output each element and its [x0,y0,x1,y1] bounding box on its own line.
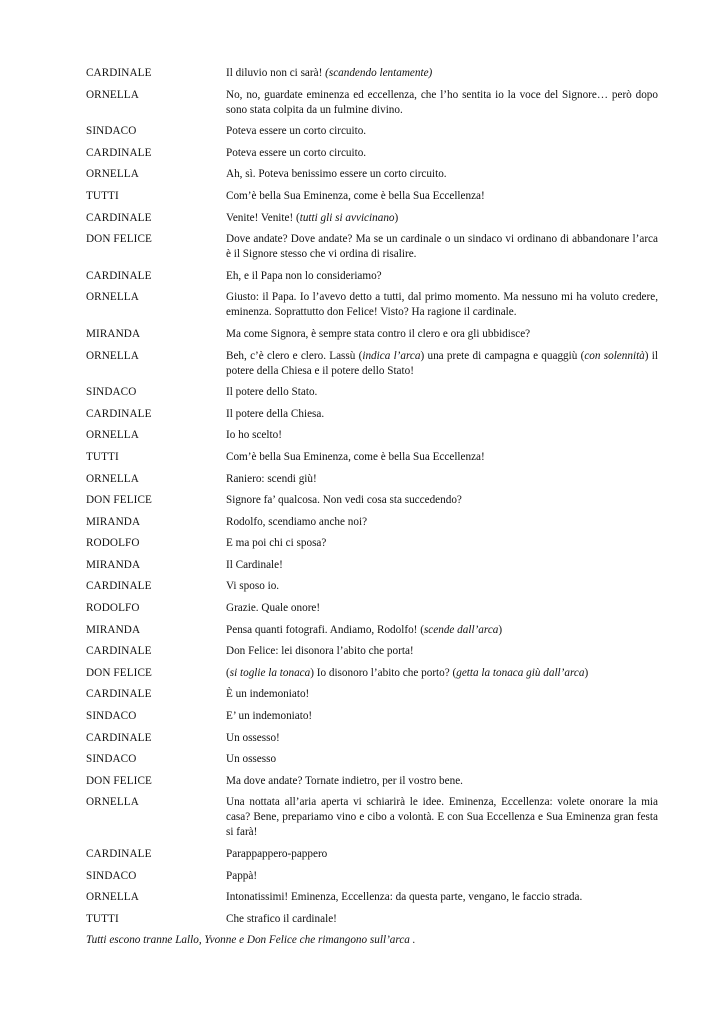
stage-direction: getta la tonaca giù dall’arca [456,666,585,679]
dialogue-row [86,349,658,379]
dialogue-row [86,579,658,594]
speaker-name: MIRANDA [86,327,141,340]
speaker-name: ORNELLA [86,168,139,181]
dialogue-line [226,709,658,724]
dialogue-row [86,472,658,487]
dialogue-line [226,795,658,840]
dialogue-text: Rodolfo, scendiamo anche noi? [226,515,368,528]
dialogue-text: Don Felice: lei disonora l’abito che porta! [226,645,414,658]
dialogue-text: Vi sposo io. [226,580,280,593]
dialogue-text: Un ossesso [226,753,277,766]
stage-direction: si toglie la tonaca [229,666,311,679]
stage-direction: con solennità [584,349,645,362]
dialogue-line [226,890,658,905]
dialogue-line [226,869,658,884]
dialogue-line [226,731,658,746]
dialogue-text: Parappappero-pappero [226,848,328,860]
dialogue-line [226,687,658,702]
dialogue-row [86,601,658,616]
dialogue-row [86,211,658,226]
stage-direction: indica l’arca [362,349,421,362]
dialogue-line [226,666,658,681]
dialogue-text: ) il potere della Chiesa e il potere dello Stato! [226,349,658,377]
dialogue-line [226,269,658,284]
dialogue-row [86,774,658,789]
dialogue-line [226,327,658,342]
dialogue-text: È un indemoniato! [226,688,310,701]
dialogue-line [226,536,658,551]
dialogue-text: Com’è bella Sua Eminenza, come è bella Sua Eccellenza! [226,450,485,463]
dialogue-row [86,428,658,443]
dialogue-line [226,189,658,204]
dialogue-row [86,869,658,884]
dialogue-text: Poteva essere un corto circuito. [226,125,367,138]
dialogue-text: Beh, c’è clero e clero. Lassù ( [226,349,363,362]
script-page [86,66,658,948]
speaker-name: TUTTI [86,189,119,202]
speaker-name: CARDINALE [86,645,152,658]
speaker-name: DON FELICE [86,233,152,246]
dialogue-text: Il potere dello Stato. [226,386,318,399]
dialogue-text: Una nottata all’aria aperta vi schiarirà le idee. Eminenza, Eccellenza: volete onorare la mia casa? Bene, prepariamo vino e cibo a volontà. E con Sua Eccellenza e Sua Eminenza gran festa si farà! [226,796,658,839]
speaker-name: TUTTI [86,450,119,463]
dialogue-text: Signore fa’ qualcosa. Non vedi cosa sta succedendo? [226,494,462,507]
dialogue-line [226,623,658,638]
dialogue-text: Ma come Signora, è sempre stata contro il clero e ora gli ubbidisce? [226,327,531,340]
dialogue-row [86,709,658,724]
speaker-name: SINDACO [86,710,137,723]
dialogue-text: Intonatissimi! Eminenza, Eccellenza: da questa parte, vengano, le faccio strada. [226,891,583,904]
dialogue-line [226,774,658,789]
dialogue-line [226,290,658,320]
dialogue-line [226,167,658,182]
dialogue-line [226,407,658,422]
dialogue-row [86,536,658,551]
dialogue-text: Pensa quanti fotografi. Andiamo, Rodolfo! ( [226,623,424,636]
dialogue-line [226,124,658,139]
dialogue-row [86,290,658,320]
dialogue-line [226,211,658,226]
dialogue-line [226,146,658,161]
speaker-name: MIRANDA [86,558,141,571]
dialogue-row [86,232,658,262]
dialogue-text: Il Cardinale! [226,558,283,571]
dialogue-text: ) Io disonoro l’abito che porto? ( [310,666,457,679]
dialogue-row [86,88,658,118]
speaker-name: MIRANDA [86,515,141,528]
dialogue-row [86,558,658,573]
dialogue-line [226,644,658,659]
speaker-name: MIRANDA [86,623,141,636]
dialogue-line [226,601,658,616]
dialogue-text: ) [498,623,503,636]
dialogue-line [226,558,658,573]
dialogue-line [226,450,658,465]
dialogue-row [86,450,658,465]
dialogue-row [86,146,658,161]
dialogue-text: Raniero: scendi giù! [226,472,317,485]
speaker-name: RODOLFO [86,537,140,550]
dialogue-row [86,327,658,342]
dialogue-row [86,623,658,638]
closing-stage-direction: Tutti escono tranne Lallo, Yvonne e Don Felice che rimangono sull’arca . [86,934,416,947]
dialogue-line [226,912,658,927]
dialogue-row [86,890,658,905]
dialogue-text: ) una prete di campagna e quaggiù ( [420,349,585,362]
dialogue-text: E ma poi chi ci sposa? [226,537,327,550]
dialogue-text: Io ho scelto! [226,429,282,442]
speaker-name: DON FELICE [86,666,152,679]
dialogue-text: Ah, sì. Poteva benissimo essere un corto circuito. [226,168,447,181]
dialogue-row [86,731,658,746]
speaker-name: SINDACO [86,386,137,399]
dialogue-text: Giusto: il Papa. Io l’avevo detto a tutti, dal primo momento. Ma nessuno mi ha voluto credere, eminenza. Soprattutto don Felice! Visto? Ha ragione il cardinale. [226,291,658,319]
speaker-name: TUTTI [86,912,119,925]
speaker-name: CARDINALE [86,407,152,420]
dialogue-text: ) [394,211,399,224]
dialogue-text: Dove andate? Dove andate? Ma se un cardinale o un sindaco vi ordinano di abbandonare l’arca è il Signore stesso che vi ordina di risalire. [226,233,658,261]
dialogue-text: Il potere della Chiesa. [226,407,325,420]
dialogue-row [86,515,658,530]
speaker-name: CARDINALE [86,211,152,224]
dialogue-row [86,124,658,139]
dialogue-line [226,493,658,508]
dialogue-line [226,515,658,530]
dialogue-text: Il diluvio non ci sarà! [226,67,326,79]
speaker-name: SINDACO [86,125,137,138]
dialogue-text: Venite! Venite! ( [226,211,300,224]
dialogue-line [226,232,658,262]
dialogue-row [86,666,658,681]
dialogue-line [226,88,658,118]
stage-direction: tutti gli si avvicinano [299,211,395,224]
dialogue-line [226,385,658,400]
dialogue-row [86,189,658,204]
dialogue-line [226,66,658,81]
speaker-name: ORNELLA [86,472,139,485]
speaker-name: CARDINALE [86,146,152,159]
dialogue-text: Che strafico il cardinale! [226,912,337,925]
speaker-name: SINDACO [86,753,137,766]
dialogue-text: ( [226,666,230,679]
dialogue-line [226,579,658,594]
speaker-name: ORNELLA [86,349,139,362]
dialogue-line [226,472,658,487]
dialogue-row [86,644,658,659]
speaker-name: ORNELLA [86,291,139,304]
speaker-name: CARDINALE [86,731,152,744]
speaker-name: CARDINALE [86,67,152,79]
dialogue-text: Eh, e il Papa non lo consideriamo? [226,269,382,282]
dialogue-row [86,385,658,400]
dialogue-row [86,66,658,81]
dialogue-list [86,66,658,927]
speaker-name: CARDINALE [86,848,152,860]
speaker-name: DON FELICE [86,774,152,787]
speaker-name: CARDINALE [86,269,152,282]
stage-direction: (scandendo lentamente) [325,67,433,79]
speaker-name: SINDACO [86,869,137,882]
dialogue-text: Poteva essere un corto circuito. [226,146,367,159]
speaker-name: ORNELLA [86,891,139,904]
dialogue-row [86,167,658,182]
dialogue-row [86,912,658,927]
dialogue-line [226,847,658,862]
dialogue-text: Com’è bella Sua Eminenza, come è bella Sua Eccellenza! [226,189,485,202]
dialogue-row [86,687,658,702]
dialogue-row [86,493,658,508]
dialogue-text: E’ un indemoniato! [226,710,313,723]
speaker-name: ORNELLA [86,88,139,101]
dialogue-line [226,428,658,443]
speaker-name: ORNELLA [86,796,139,809]
dialogue-text: ) [584,666,589,679]
dialogue-text: Pappà! [226,869,258,882]
stage-direction: scende dall’arca [423,623,499,636]
dialogue-row [86,795,658,840]
dialogue-row [86,407,658,422]
dialogue-row [86,752,658,767]
speaker-name: RODOLFO [86,602,140,615]
dialogue-row [86,269,658,284]
dialogue-text: Un ossesso! [226,731,280,744]
dialogue-line [226,752,658,767]
dialogue-text: No, no, guardate eminenza ed eccellenza, che l’ho sentita io la voce del Signore… però dopo sono stata colpita da un fulmine divino. [226,88,658,116]
speaker-name: DON FELICE [86,494,152,507]
speaker-name: ORNELLA [86,429,139,442]
dialogue-text: Grazie. Quale onore! [226,602,321,615]
speaker-name: CARDINALE [86,688,152,701]
dialogue-line [226,349,658,379]
dialogue-row [86,847,658,862]
speaker-name: CARDINALE [86,580,152,593]
dialogue-text: Ma dove andate? Tornate indietro, per il vostro bene. [226,774,463,787]
